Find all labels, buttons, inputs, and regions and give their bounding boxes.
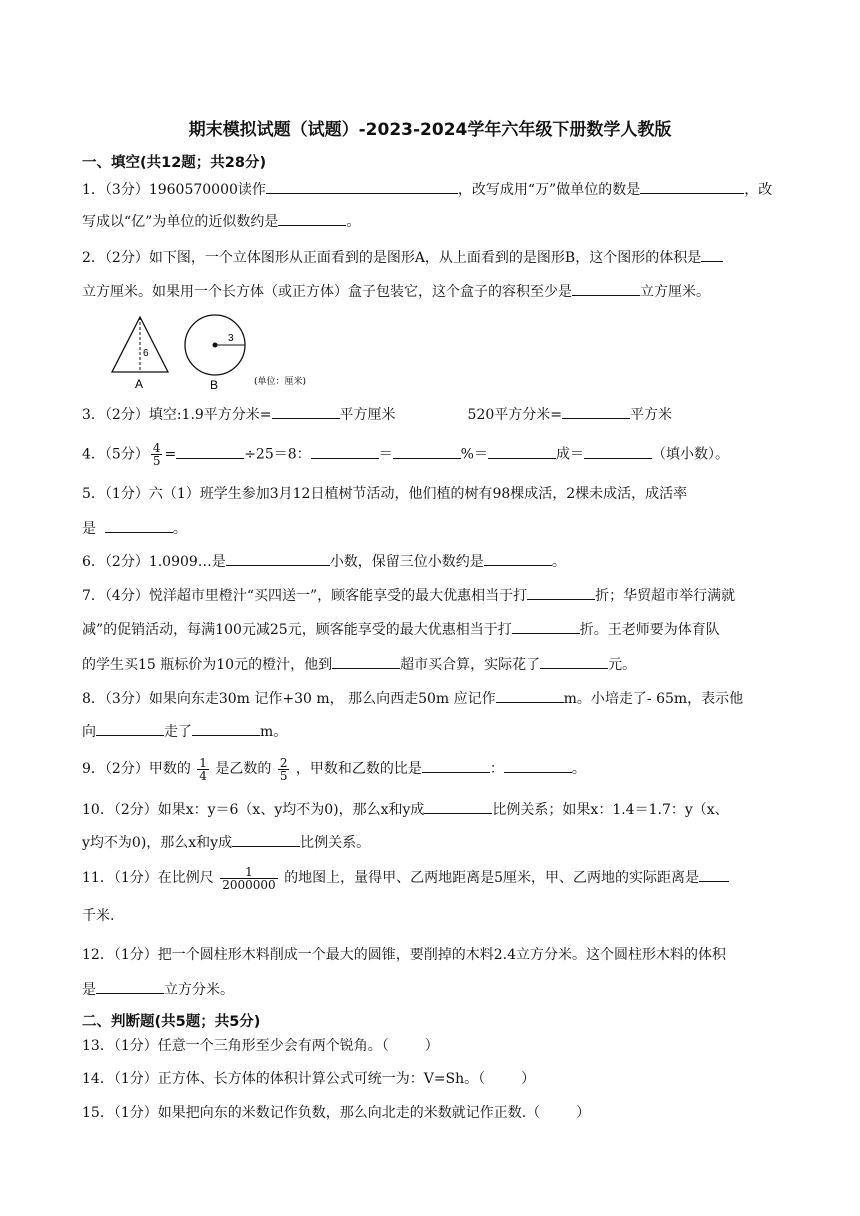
answer-blank[interactable] bbox=[192, 721, 260, 736]
section-heading-judge: 二、判断题(共5题；共5分) bbox=[82, 1014, 261, 1030]
answer-blank[interactable] bbox=[699, 867, 729, 882]
solid-figure-views bbox=[108, 312, 348, 394]
answer-blank[interactable] bbox=[105, 518, 173, 533]
question-10: 10．（2分）如果x：y＝6（x、y均不为0)，那么x和y成 比例关系；如果x：1.4＝1.7：y（x、 bbox=[82, 799, 812, 820]
answer-blank[interactable] bbox=[640, 179, 744, 194]
answer-blank[interactable] bbox=[488, 444, 556, 459]
answer-blank[interactable] bbox=[96, 979, 164, 994]
fraction-scale: $\frac{1}{2000000}$ bbox=[222, 864, 276, 892]
answer-blank[interactable] bbox=[512, 619, 580, 634]
answer-blank[interactable] bbox=[562, 404, 630, 419]
unit-note: (单位：厘米) bbox=[254, 377, 307, 387]
question-5-cont: 是 。 bbox=[82, 518, 812, 539]
answer-blank[interactable] bbox=[572, 281, 640, 296]
answer-blank[interactable] bbox=[176, 444, 244, 459]
question-2: 2．（2分）如下图，一个立体图形从正面看到的是图形A，从上面看到的是图形B，这个图形的体积是 bbox=[82, 247, 812, 268]
question-11: 11．（1分）在比例尺 $\frac{1}{2000000}$ 的地图上，量得甲、乙两地距离是5厘米，甲、乙两地的实际距离是 bbox=[82, 864, 812, 892]
fraction-4-5: $\frac{4}{5}$ bbox=[152, 441, 161, 468]
answer-blank[interactable] bbox=[272, 404, 340, 419]
answer-blank[interactable] bbox=[527, 585, 595, 600]
height-label: 6 bbox=[143, 348, 149, 359]
question-14: 14．（1分）正方体、长方体的体积计算公式可统一为：V=Sh。（ ） bbox=[82, 1071, 536, 1087]
question-4: 4．（5分） $\frac{4}{5}$ = ÷25＝8： ＝ %＝ 成＝ （填小数）。 bbox=[82, 441, 729, 468]
answer-blank[interactable] bbox=[226, 551, 330, 566]
answer-blank[interactable] bbox=[422, 758, 490, 773]
question-7: 7．（4分）悦洋超市里橙汁“买四送一”，顾客能享受的最大优惠相当于打 折；华贸超市举行满就 bbox=[82, 585, 812, 606]
question-11-cont: 千米. bbox=[82, 908, 115, 924]
answer-blank[interactable] bbox=[232, 832, 300, 847]
question-8: 8．（3分）如果向东走30m 记作+30 m， 那么向西走50m 应记作 m。小培走了- 65m，表示他 bbox=[82, 688, 812, 709]
page-title: 期末模拟试题（试题）-2023-2024学年六年级下册数学人教版 bbox=[188, 120, 672, 140]
question-8-cont: 向 走了 m。 bbox=[82, 721, 812, 742]
question-13: 13．（1分）任意一个三角形至少会有两个锐角。（ ） bbox=[82, 1038, 439, 1054]
question-1: 1．（3分）1960570000读作 ，改写成用“万”做单位的数是 ，改 bbox=[82, 179, 812, 200]
fraction-1-4: $\frac{1}{4}$ bbox=[199, 755, 207, 783]
question-7-cont: 减”的促销活动，每满100元减25元，顾客能享受的最大优惠相当于打 折。王老师要为体育队 bbox=[82, 619, 812, 640]
answer-blank[interactable] bbox=[484, 551, 552, 566]
answer-blank[interactable] bbox=[266, 179, 458, 194]
question-3: 3．（2分）填空:1.9平方分米= 平方厘米 520平方分米= 平方米 bbox=[82, 404, 812, 425]
question-10-cont: y均不为0)，那么x和y成 比例关系。 bbox=[82, 832, 812, 853]
question-1-cont: 写成以“亿”为单位的近似数约是 。 bbox=[82, 211, 812, 232]
answer-blank[interactable] bbox=[393, 444, 461, 459]
answer-blank[interactable] bbox=[311, 444, 379, 459]
radius-label: 3 bbox=[228, 333, 234, 344]
answer-blank[interactable] bbox=[701, 247, 723, 262]
question-6: 6．（2分）1.0909…是 小数，保留三位小数约是 。 bbox=[82, 551, 812, 572]
question-7-cont2: 的学生买15 瓶标价为10元的橙汁，他到 超市买合算，实际花了 元。 bbox=[82, 654, 812, 675]
answer-blank[interactable] bbox=[332, 654, 400, 669]
answer-blank[interactable] bbox=[504, 758, 572, 773]
answer-blank[interactable] bbox=[278, 211, 346, 226]
answer-blank[interactable] bbox=[496, 688, 564, 703]
question-12: 12．（1分）把一个圆柱形木料削成一个最大的圆锥，要削掉的木料2.4立方分米。这个圆柱形木料的体积 bbox=[82, 947, 726, 963]
figure-svg bbox=[108, 312, 348, 394]
question-5: 5．（1分）六（1）班学生参加3月12日植树节活动，他们植的树有98棵成活，2棵未成活，成活率 bbox=[82, 486, 688, 502]
question-15: 15．（1分）如果把向东的米数记作负数，那么向北走的米数就记作正数.（ ） bbox=[82, 1105, 591, 1121]
question-12-cont: 是 立方分米。 bbox=[82, 979, 812, 1000]
answer-blank[interactable] bbox=[96, 721, 164, 736]
answer-blank[interactable] bbox=[540, 654, 608, 669]
answer-blank[interactable] bbox=[584, 444, 652, 459]
figure-a-label: A bbox=[135, 377, 144, 391]
fraction-2-5: $\frac{2}{5}$ bbox=[279, 755, 288, 783]
figure-b-label: B bbox=[210, 378, 219, 392]
question-2-cont: 立方厘米。如果用一个长方体（或正方体）盒子包装它，这个盒子的容积至少是 立方厘米。 bbox=[82, 281, 812, 302]
section-heading-fill: 一、填空(共12题；共28分) bbox=[82, 155, 267, 171]
question-9: 9．（2分）甲数的 $\frac{1}{4}$ 是乙数的 $\frac{2}{5}$ ，甲数和乙数的比是 ： 。 bbox=[82, 755, 586, 783]
answer-blank[interactable] bbox=[424, 799, 492, 814]
